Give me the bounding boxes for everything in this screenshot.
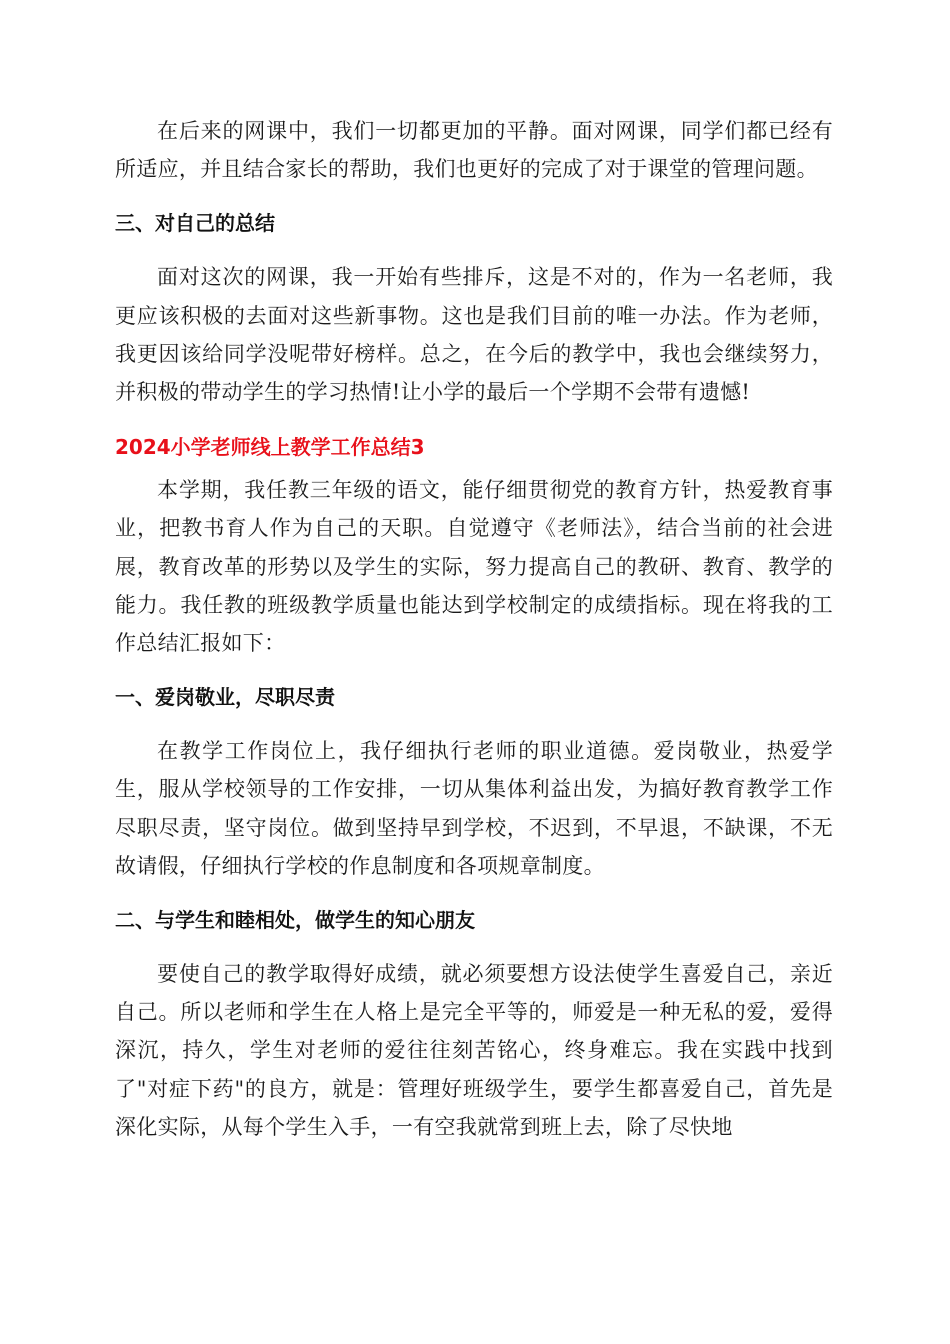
paragraph-self-summary: 面对这次的网课，我一开始有些排斥，这是不对的，作为一名老师，我更应该积极的去面对这些新事物。这也是我们目前的唯一办法。作为老师，我更因该给同学没呢带好榜样。总之，在今后的教学中，我也会继续努力，并积极的带动学生的学习热情!让小学的最后一个学期不会带有遗憾! <box>115 265 833 405</box>
heading-student-relations: 二、与学生和睦相处，做学生的知心朋友 <box>115 908 475 933</box>
section-title: 2024小学老师线上教学工作总结3 <box>115 435 425 460</box>
paragraph-online-class-calm: 在后来的网课中，我们一切都更加的平静。面对网课，同学们都已经有所适应，并且结合家长的帮助，我们也更好的完成了对于课堂的管理问题。 <box>115 119 833 182</box>
heading-self-summary: 三、对自己的总结 <box>115 211 275 236</box>
paragraph-dedication: 在教学工作岗位上，我仔细执行老师的职业道德。爱岗敬业，热爱学生，服从学校领导的工作安排，一切从集体利益出发，为搞好教育教学工作尽职尽责，坚守岗位。做到坚持早到学校，不迟到，不早退，不缺课，不无故请假，仔细执行学校的作息制度和各项规章制度。 <box>115 739 833 878</box>
paragraph-semester-intro: 本学期，我任教三年级的语文，能仔细贯彻党的教育方针，热爱教育事业，把教书育人作为自己的天职。自觉遵守《老师法》，结合当前的社会进展，教育改革的形势以及学生的实际，努力提高自己的教研、教育、教学的能力。我任教的班级教学质量也能达到学校制定的成绩指标。现在将我的工作总结汇报如下： <box>115 478 833 656</box>
document-page <box>115 112 833 1146</box>
heading-dedication: 一、爱岗敬业，尽职尽责 <box>115 685 335 710</box>
paragraph-student-relations: 要使自己的教学取得好成绩，就必须要想方设法使学生喜爱自己，亲近自己。所以老师和学生在人格上是完全平等的，师爱是一种无私的爱，爱得深沉，持久，学生对老师的爱往往刻苦铭心，终身难忘。我在实践中找到了"对症下药"的良方，就是：管理好班级学生，要学生都喜爱自己，首先是深化实际，从每个学生入手，一有空我就常到班上去，除了尽快地 <box>115 962 833 1139</box>
